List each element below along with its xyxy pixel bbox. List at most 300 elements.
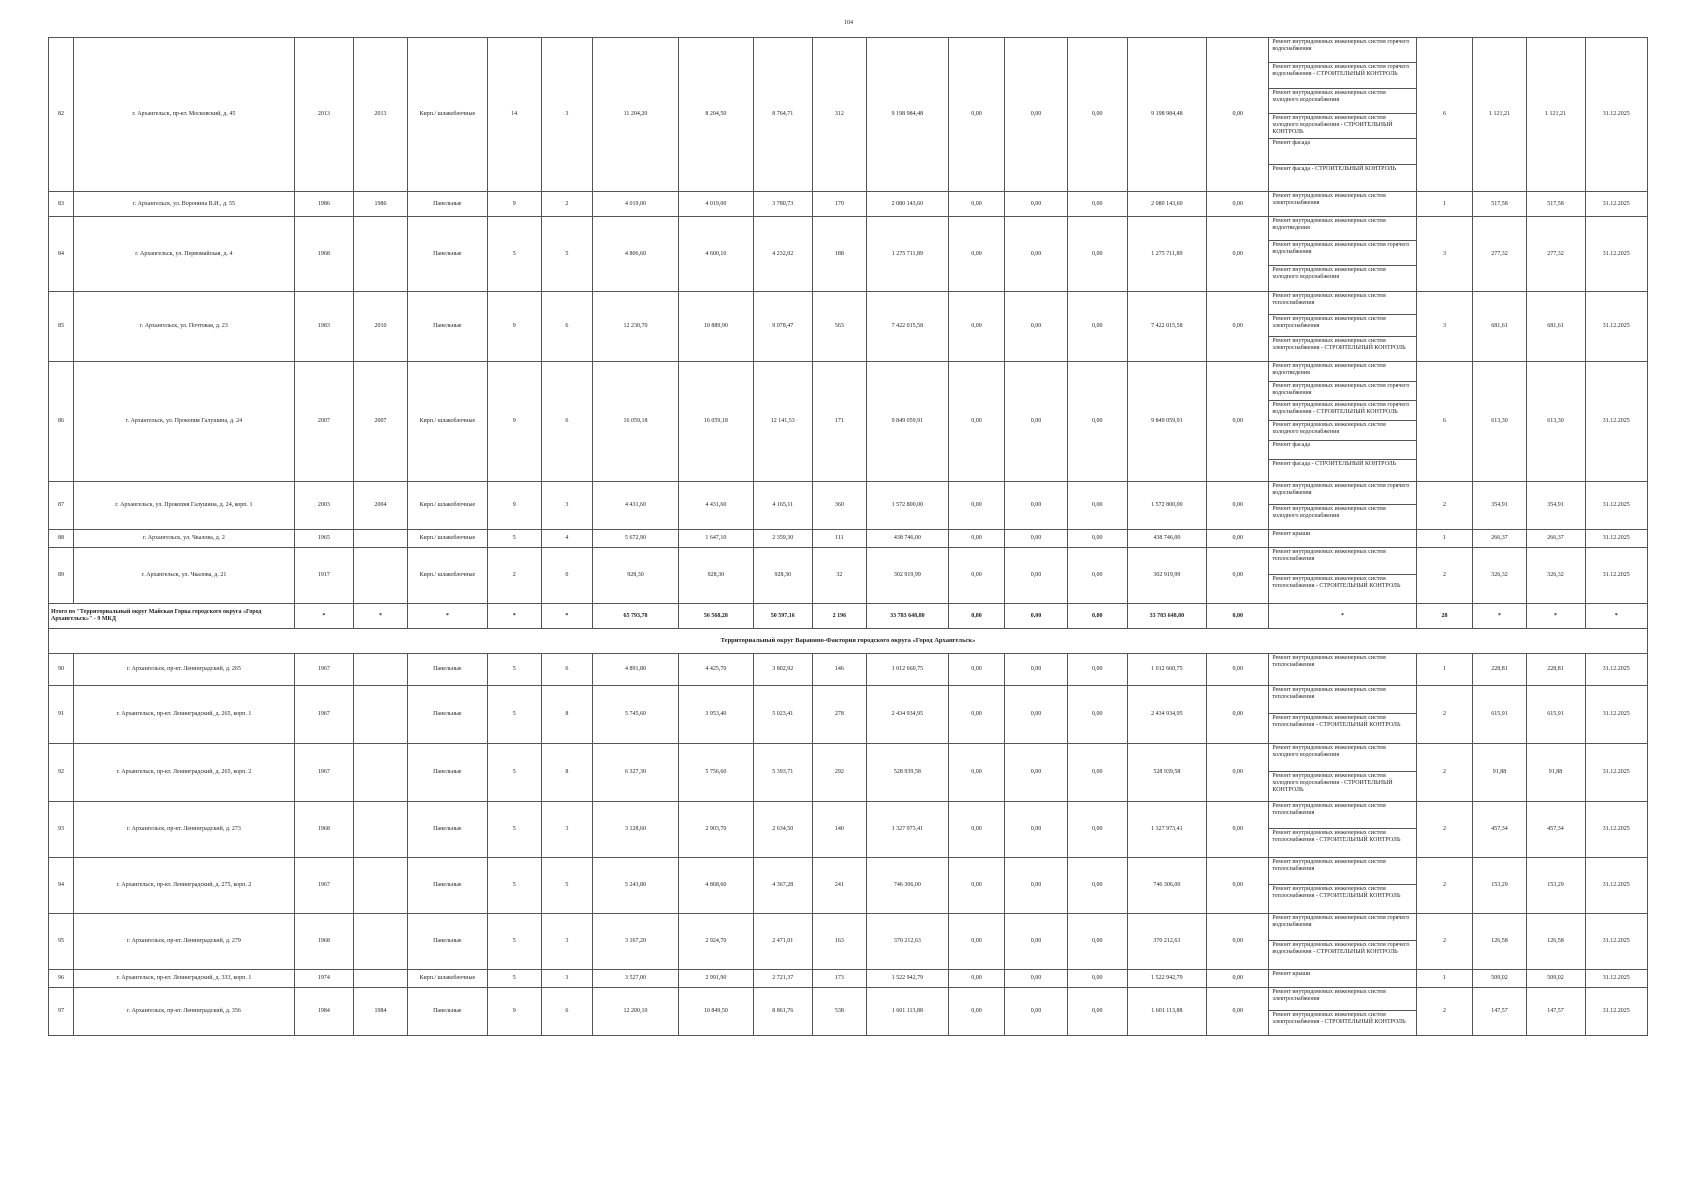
entrances-count: 6 (541, 988, 592, 1036)
residential-area: 2 471,01 (753, 914, 812, 970)
entrances-count: 6 (541, 362, 592, 482)
entrances-count: 5 (541, 858, 592, 914)
total-works-count: 28 (1416, 604, 1473, 629)
works-list (1269, 362, 1416, 482)
house-address: г. Архангельск, пр-кт. Ленинградский, д. 265, корп. 1 (73, 686, 294, 744)
house-address: г. Архангельск, пр-кт. Ленинградский, д. 265, корп. 2 (73, 744, 294, 802)
local-amount: 0,00 (1067, 548, 1127, 604)
wall-material: Панельные (408, 802, 487, 858)
unit-cost-limit: 326,32 (1526, 548, 1585, 604)
owners-amount: 9 849 059,91 (1127, 362, 1206, 482)
table-row (49, 530, 1648, 548)
unit-cost: 326,32 (1473, 548, 1526, 604)
floors-count: 14 (487, 38, 541, 192)
regional-amount: 0,00 (1005, 914, 1067, 970)
works-list (1269, 482, 1416, 530)
work-item: Ремонт внутридомовых инженерных систем электроснабжения (1272, 193, 1386, 206)
wall-material: Панельные (408, 858, 487, 914)
total-area: 5 243,80 (592, 858, 678, 914)
local-amount: 0,00 (1067, 362, 1127, 482)
house-address: г. Архангельск, ул. Первомайская, д. 4 (73, 217, 294, 292)
wall-material: Кирп./ шлакоблочные (408, 530, 487, 548)
reconstruction-year: 2004 (353, 482, 407, 530)
floors-count: 5 (487, 654, 541, 686)
entrances-count: 3 (541, 970, 592, 988)
total-star-y1: * (294, 604, 353, 629)
local-amount: 0,00 (1067, 292, 1127, 362)
work-item: Ремонт фасада (1269, 441, 1415, 461)
owners-amount: 370 212,63 (1127, 914, 1206, 970)
repair-cost: 1 601 113,88 (867, 988, 949, 1036)
fund-amount: 0,00 (948, 686, 1005, 744)
total-area: 12 200,10 (592, 988, 678, 1036)
wall-material: Панельные (408, 744, 487, 802)
table-row (49, 686, 1648, 744)
work-item: Ремонт внутридомовых инженерных систем теплоснабжения (1269, 686, 1415, 714)
fund-amount: 0,00 (948, 858, 1005, 914)
completion-date: 31.12.2025 (1585, 192, 1648, 217)
works-list (1269, 530, 1416, 548)
work-item: Ремонт внутридомовых инженерных систем горячего водоснабжения (1269, 482, 1415, 505)
row-number: 85 (49, 292, 74, 362)
fund-amount: 0,00 (948, 192, 1005, 217)
completion-date: 31.12.2025 (1585, 654, 1648, 686)
local-amount: 0,00 (1067, 858, 1127, 914)
premises-area: 4 868,60 (679, 858, 754, 914)
work-item: Ремонт фасада - СТРОИТЕЛЬНЫЙ КОНТРОЛЬ (1272, 461, 1397, 468)
fund-amount: 0,00 (948, 292, 1005, 362)
other-amount: 0,00 (1207, 548, 1269, 604)
wall-material: Панельные (408, 292, 487, 362)
total-area: 6 327,30 (592, 744, 678, 802)
residential-area: 2 634,50 (753, 802, 812, 858)
residential-area: 4 165,11 (753, 482, 812, 530)
premises-area: 2 991,90 (679, 970, 754, 988)
work-item: Ремонт фасада (1269, 139, 1415, 164)
local-amount: 0,00 (1067, 217, 1127, 292)
table-row (49, 482, 1648, 530)
build-year: 1986 (294, 192, 353, 217)
works-count: 2 (1416, 482, 1473, 530)
work-item: Ремонт внутридомовых инженерных систем горячего водоснабжения - СТРОИТЕЛЬНЫЙ КОНТРОЛЬ (1269, 401, 1415, 421)
house-address: г. Архангельск, ул. Воронина В.И., д. 55 (73, 192, 294, 217)
residents-count: 292 (812, 744, 866, 802)
premises-area: 2 924,70 (679, 914, 754, 970)
table-row (49, 914, 1648, 970)
wall-material: Кирп./ шлакоблочные (408, 482, 487, 530)
completion-date: 31.12.2025 (1585, 292, 1648, 362)
repair-cost: 7 422 015,58 (867, 292, 949, 362)
other-amount: 0,00 (1207, 530, 1269, 548)
table-row (49, 858, 1648, 914)
residents-count: 171 (812, 362, 866, 482)
works-count: 6 (1416, 362, 1473, 482)
other-amount: 0,00 (1207, 38, 1269, 192)
works-list (1269, 38, 1416, 192)
work-item: Ремонт внутридомовых инженерных систем теплоснабжения - СТРОИТЕЛЬНЫЙ КОНТРОЛЬ (1272, 886, 1401, 899)
works-count: 1 (1416, 654, 1473, 686)
regional-amount: 0,00 (1005, 38, 1067, 192)
total-area: 3 128,60 (592, 802, 678, 858)
other-amount: 0,00 (1207, 914, 1269, 970)
reconstruction-year: 2007 (353, 362, 407, 482)
work-item: Ремонт внутридомовых инженерных систем горячего водоснабжения - СТРОИТЕЛЬНЫЙ КОНТРОЛЬ (1272, 942, 1410, 955)
row-number: 95 (49, 914, 74, 970)
fund-amount: 0,00 (948, 744, 1005, 802)
total-star-u1: * (1473, 604, 1526, 629)
table-row (49, 548, 1648, 604)
table-row (49, 292, 1648, 362)
entrances-count: 3 (541, 914, 592, 970)
works-list (1269, 858, 1416, 914)
build-year: 1967 (294, 858, 353, 914)
house-address: г. Архангельск, ул. Прокопия Галушина, д. 24, корп. 1 (73, 482, 294, 530)
table-row (49, 744, 1648, 802)
build-year: 1968 (294, 217, 353, 292)
residents-count: 563 (812, 292, 866, 362)
residents-count: 278 (812, 686, 866, 744)
table-row (49, 802, 1648, 858)
unit-cost: 1 121,21 (1473, 38, 1526, 192)
wall-material: Кирп./ шлакоблочные (408, 970, 487, 988)
total-star-mat: * (408, 604, 487, 629)
work-item: Ремонт внутридомовых инженерных систем холодного водоснабжения (1272, 266, 1386, 280)
house-address: г. Архангельск, ул. Прокопия Галушина, д. 24 (73, 362, 294, 482)
work-item: Ремонт внутридомовых инженерных систем холодного водоснабжения (1269, 744, 1415, 772)
repair-cost: 1 572 800,00 (867, 482, 949, 530)
owners-amount: 302 919,99 (1127, 548, 1206, 604)
regional-amount: 0,00 (1005, 970, 1067, 988)
floors-count: 5 (487, 970, 541, 988)
wall-material: Панельные (408, 654, 487, 686)
residents-count: 360 (812, 482, 866, 530)
works-count: 1 (1416, 970, 1473, 988)
table-row (49, 362, 1648, 482)
floors-count: 5 (487, 686, 541, 744)
local-amount: 0,00 (1067, 654, 1127, 686)
work-item: Ремонт внутридомовых инженерных систем холодного водоснабжения (1269, 421, 1415, 441)
owners-amount: 7 422 015,58 (1127, 292, 1206, 362)
fund-amount: 0,00 (948, 802, 1005, 858)
completion-date: 31.12.2025 (1585, 914, 1648, 970)
regional-amount: 0,00 (1005, 858, 1067, 914)
residential-area: 8 861,76 (753, 988, 812, 1036)
works-list (1269, 686, 1416, 744)
owners-amount: 9 198 984,48 (1127, 38, 1206, 192)
total-cost: 33 783 648,80 (867, 604, 949, 629)
unit-cost-limit: 153,29 (1526, 858, 1585, 914)
repair-cost: 1 275 711,89 (867, 217, 949, 292)
table-row (49, 217, 1648, 292)
work-item: Ремонт внутридомовых инженерных систем холодного водоснабжения (1272, 506, 1386, 519)
row-number: 87 (49, 482, 74, 530)
total-area: 4 431,60 (592, 482, 678, 530)
section-title: Территориальный округ Варавино-Фактория городского округа «Город Архангельск» (49, 629, 1648, 654)
work-item: Ремонт внутридомовых инженерных систем холодного водоснабжения - СТРОИТЕЛЬНЫЙ КОНТРОЛЬ (1269, 114, 1415, 139)
unit-cost: 681,61 (1473, 292, 1526, 362)
entrances-count: 0 (541, 548, 592, 604)
residents-count: 32 (812, 548, 866, 604)
other-amount: 0,00 (1207, 858, 1269, 914)
total-star-y2: * (353, 604, 407, 629)
build-year: 1968 (294, 802, 353, 858)
unit-cost-limit: 91,88 (1526, 744, 1585, 802)
repair-cost: 438 746,00 (867, 530, 949, 548)
works-count: 2 (1416, 858, 1473, 914)
total-area: 5 672,90 (592, 530, 678, 548)
unit-cost-limit: 354,91 (1526, 482, 1585, 530)
repair-cost: 1 327 973,41 (867, 802, 949, 858)
regional-amount: 0,00 (1005, 482, 1067, 530)
local-amount: 0,00 (1067, 686, 1127, 744)
repair-cost: 2 080 143,60 (867, 192, 949, 217)
regional-amount: 0,00 (1005, 654, 1067, 686)
entrances-count: 4 (541, 530, 592, 548)
works-count: 2 (1416, 686, 1473, 744)
residents-count: 170 (812, 192, 866, 217)
repair-cost: 2 434 934,95 (867, 686, 949, 744)
build-year: 1967 (294, 744, 353, 802)
house-address: г. Архангельск, пр-кт. Ленинградский, д. 275, корп. 2 (73, 858, 294, 914)
floors-count: 5 (487, 530, 541, 548)
residents-count: 241 (812, 858, 866, 914)
floors-count: 2 (487, 548, 541, 604)
page-number: 104 (844, 20, 853, 26)
residents-count: 173 (812, 970, 866, 988)
premises-area: 4 425,70 (679, 654, 754, 686)
row-number: 84 (49, 217, 74, 292)
repair-cost: 1 012 660,75 (867, 654, 949, 686)
local-amount: 0,00 (1067, 914, 1127, 970)
fund-amount: 0,00 (948, 970, 1005, 988)
build-year: 2003 (294, 482, 353, 530)
total-area: 12 230,70 (592, 292, 678, 362)
work-item: Ремонт внутридомовых инженерных систем горячего водоснабжения (1269, 38, 1415, 63)
total-area: 4 019,00 (592, 192, 678, 217)
local-amount: 0,00 (1067, 744, 1127, 802)
unit-cost: 354,91 (1473, 482, 1526, 530)
reconstruction-year: 2013 (353, 38, 407, 192)
total-area: 4 891,80 (592, 654, 678, 686)
repair-table (48, 37, 1648, 1036)
total-label: Итого по "Территориальный округ Майская Горка городского округа «Город Архангельск»" - 9 МКД (49, 604, 295, 629)
repair-cost: 9 849 059,91 (867, 362, 949, 482)
unit-cost: 613,30 (1473, 362, 1526, 482)
premises-area: 10 849,50 (679, 988, 754, 1036)
owners-amount: 1 601 113,88 (1127, 988, 1206, 1036)
entrances-count: 3 (541, 38, 592, 192)
total-f2: 0,00 (1005, 604, 1067, 629)
wall-material: Кирп./ шлакоблочные (408, 548, 487, 604)
row-number: 88 (49, 530, 74, 548)
unit-cost: 517,58 (1473, 192, 1526, 217)
unit-cost-limit: 277,32 (1526, 217, 1585, 292)
unit-cost-limit: 147,57 (1526, 988, 1585, 1036)
reconstruction-year (353, 530, 407, 548)
premises-area: 10 889,90 (679, 292, 754, 362)
local-amount: 0,00 (1067, 802, 1127, 858)
residential-area: 4 367,28 (753, 858, 812, 914)
unit-cost: 153,29 (1473, 858, 1526, 914)
total-area: 5 745,60 (592, 686, 678, 744)
work-item: Ремонт внутридомовых инженерных систем теплоснабжения (1269, 858, 1415, 885)
unit-cost-limit: 517,58 (1526, 192, 1585, 217)
works-list (1269, 217, 1416, 292)
table-row (49, 192, 1648, 217)
floors-count: 5 (487, 802, 541, 858)
works-list (1269, 802, 1416, 858)
unit-cost-limit: 615,91 (1526, 686, 1585, 744)
residents-count: 140 (812, 802, 866, 858)
work-item: Ремонт внутридомовых инженерных систем горячего водоснабжения (1269, 914, 1415, 941)
work-item: Ремонт внутридомовых инженерных систем теплоснабжения - СТРОИТЕЛЬНЫЙ КОНТРОЛЬ (1272, 830, 1401, 843)
floors-count: 5 (487, 914, 541, 970)
other-amount: 0,00 (1207, 970, 1269, 988)
table-row (49, 654, 1648, 686)
works-count: 1 (1416, 192, 1473, 217)
work-item: Ремонт внутридомовых инженерных систем горячего водоснабжения (1269, 382, 1415, 402)
other-amount: 0,00 (1207, 217, 1269, 292)
completion-date: 31.12.2025 (1585, 217, 1648, 292)
build-year: 1974 (294, 970, 353, 988)
unit-cost: 126,58 (1473, 914, 1526, 970)
other-amount: 0,00 (1207, 482, 1269, 530)
works-list (1269, 548, 1416, 604)
fund-amount: 0,00 (948, 38, 1005, 192)
build-year: 2007 (294, 362, 353, 482)
row-number: 96 (49, 970, 74, 988)
floors-count: 5 (487, 217, 541, 292)
reconstruction-year (353, 744, 407, 802)
residents-count: 146 (812, 654, 866, 686)
total-row (49, 604, 1648, 629)
repair-cost: 1 522 942,79 (867, 970, 949, 988)
fund-amount: 0,00 (948, 530, 1005, 548)
regional-amount: 0,00 (1005, 744, 1067, 802)
total-star-ent: * (541, 604, 592, 629)
repair-cost: 370 212,63 (867, 914, 949, 970)
wall-material: Панельные (408, 686, 487, 744)
reconstruction-year (353, 686, 407, 744)
work-item: Ремонт внутридомовых инженерных систем теплоснабжения - СТРОИТЕЛЬНЫЙ КОНТРОЛЬ (1272, 576, 1401, 589)
wall-material: Панельные (408, 192, 487, 217)
premises-area: 2 903,70 (679, 802, 754, 858)
owners-amount: 1 572 800,00 (1127, 482, 1206, 530)
works-count: 2 (1416, 802, 1473, 858)
local-amount: 0,00 (1067, 192, 1127, 217)
total-area: 11 204,20 (592, 38, 678, 192)
unit-cost: 277,32 (1473, 217, 1526, 292)
total-a2: 56 568,28 (679, 604, 754, 629)
local-amount: 0,00 (1067, 530, 1127, 548)
unit-cost: 266,37 (1473, 530, 1526, 548)
residential-area: 2 359,30 (753, 530, 812, 548)
wall-material: Кирп./ шлакоблочные (408, 362, 487, 482)
premises-area: 928,30 (679, 548, 754, 604)
other-amount: 0,00 (1207, 686, 1269, 744)
regional-amount: 0,00 (1005, 802, 1067, 858)
works-list (1269, 970, 1416, 988)
reconstruction-year (353, 217, 407, 292)
works-list (1269, 654, 1416, 686)
reconstruction-year (353, 858, 407, 914)
house-address: г. Архангельск, пр-кт. Ленинградский, д. 356 (73, 988, 294, 1036)
local-amount: 0,00 (1067, 988, 1127, 1036)
table-row (49, 38, 1648, 192)
work-item: Ремонт внутридомовых инженерных систем холодного водоснабжения (1269, 89, 1415, 114)
section-header-row (49, 629, 1648, 654)
regional-amount: 0,00 (1005, 192, 1067, 217)
reconstruction-year (353, 802, 407, 858)
total-area: 928,30 (592, 548, 678, 604)
house-address: г. Архангельск, пр-кт. Московский, д. 45 (73, 38, 294, 192)
premises-area: 1 647,10 (679, 530, 754, 548)
entrances-count: 8 (541, 744, 592, 802)
regional-amount: 0,00 (1005, 292, 1067, 362)
unit-cost-limit: 681,61 (1526, 292, 1585, 362)
work-item: Ремонт внутридомовых инженерных систем электроснабжения (1269, 315, 1415, 338)
works-count: 2 (1416, 744, 1473, 802)
row-number: 93 (49, 802, 74, 858)
premises-area: 8 204,50 (679, 38, 754, 192)
floors-count: 5 (487, 744, 541, 802)
premises-area: 16 059,18 (679, 362, 754, 482)
wall-material: Панельные (408, 217, 487, 292)
row-number: 82 (49, 38, 74, 192)
regional-amount: 0,00 (1005, 686, 1067, 744)
owners-amount: 1 012 660,75 (1127, 654, 1206, 686)
repair-cost: 528 939,58 (867, 744, 949, 802)
residential-area: 5 393,71 (753, 744, 812, 802)
work-item: Ремонт крыши (1272, 971, 1311, 977)
floors-count: 9 (487, 482, 541, 530)
unit-cost: 509,02 (1473, 970, 1526, 988)
row-number: 89 (49, 548, 74, 604)
total-oth: 0,00 (1207, 604, 1269, 629)
repair-cost: 746 306,00 (867, 858, 949, 914)
fund-amount: 0,00 (948, 217, 1005, 292)
build-year: 1983 (294, 292, 353, 362)
wall-material: Кирп./ шлакоблочные (408, 38, 487, 192)
works-count: 2 (1416, 988, 1473, 1036)
premises-area: 4 431,60 (679, 482, 754, 530)
works-list (1269, 988, 1416, 1036)
work-item: Ремонт внутридомовых инженерных систем теплоснабжения (1269, 802, 1415, 829)
floors-count: 9 (487, 292, 541, 362)
total-f3: 0,00 (1067, 604, 1127, 629)
unit-cost: 228,81 (1473, 654, 1526, 686)
wall-material: Панельные (408, 988, 487, 1036)
total-area: 4 806,60 (592, 217, 678, 292)
house-address: г. Архангельск, пр-кт. Ленинградский, д. 333, корп. 1 (73, 970, 294, 988)
total-star-works: * (1269, 604, 1416, 629)
fund-amount: 0,00 (948, 482, 1005, 530)
other-amount: 0,00 (1207, 802, 1269, 858)
entrances-count: 5 (541, 217, 592, 292)
table-row (49, 988, 1648, 1036)
row-number: 94 (49, 858, 74, 914)
fund-amount: 0,00 (948, 654, 1005, 686)
entrances-count: 3 (541, 802, 592, 858)
reconstruction-year: 1984 (353, 988, 407, 1036)
build-year: 1984 (294, 988, 353, 1036)
owners-amount: 2 434 934,95 (1127, 686, 1206, 744)
total-a3: 50 597,16 (753, 604, 812, 629)
unit-cost-limit: 509,02 (1526, 970, 1585, 988)
entrances-count: 6 (541, 654, 592, 686)
unit-cost: 615,91 (1473, 686, 1526, 744)
total-area: 3 527,00 (592, 970, 678, 988)
